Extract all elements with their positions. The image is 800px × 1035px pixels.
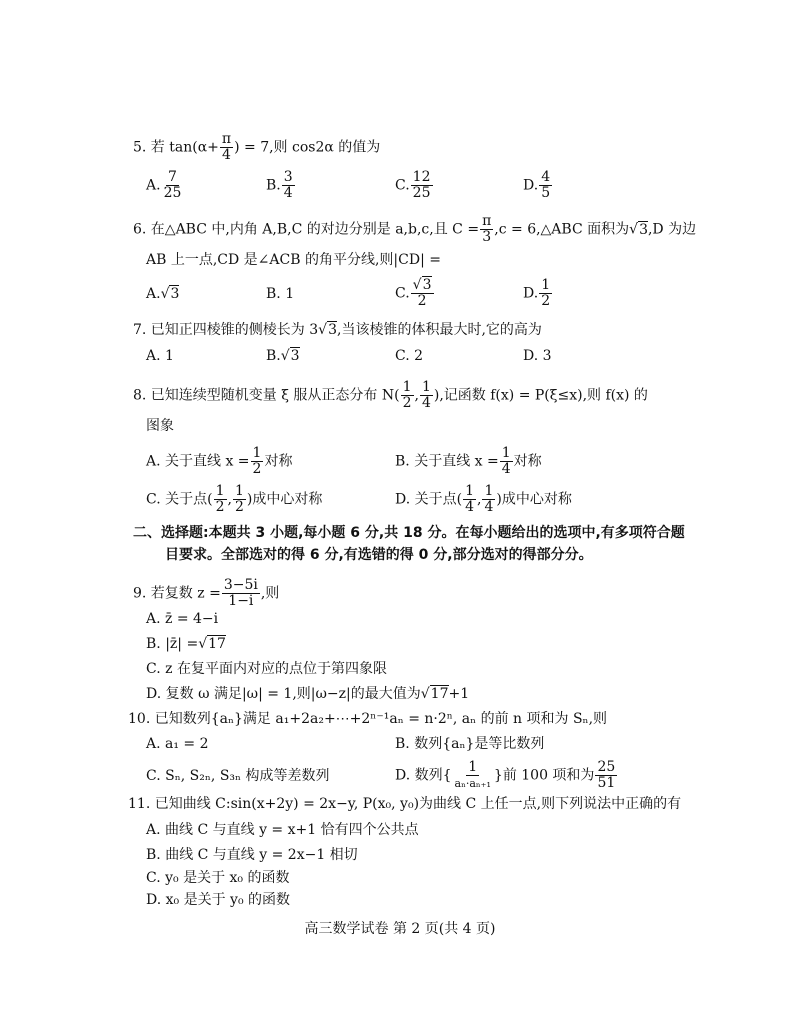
fraction-denominator: 2 [541, 293, 551, 309]
option-text: C. 关于点( [146, 491, 213, 508]
q8-option-d: D. 关于点( $\frac{1}{4}$ , $\frac{1}{4}$ )成中心对称 [395, 483, 572, 515]
q8-fraction-1 [401, 380, 414, 411]
fraction-denominator: 4 [501, 461, 511, 477]
q5-stem-fraction [220, 132, 233, 163]
sqrt-radicand: 3 [170, 286, 180, 302]
fraction-numerator: 25 [597, 759, 616, 775]
q7-option-a: A. 1 [146, 348, 174, 364]
q7-text-a: 7. 已知正四棱锥的侧棱长为 3 [133, 322, 319, 338]
q8-option-c: C. 关于点( $\frac{1}{2}$ , $\frac{1}{2}$ )成中心对称 [146, 483, 323, 515]
sqrt-radicand: 17 [208, 636, 226, 652]
section2-heading-line2: 目要求。全部选对的得 6 分,有选错的得 0 分,部分选对的得部分分。 [165, 547, 593, 563]
option-fraction [162, 170, 184, 201]
q7-stem: 7. 已知正四棱锥的侧棱长为 3√3,当该棱锥的体积最大时,它的高为 [133, 322, 542, 338]
q10-option-d [395, 760, 618, 791]
q10-option-c: C. Sₙ, S₂ₙ, S₃ₙ 构成等差数列 [146, 768, 330, 784]
fraction-numerator: 1 [402, 379, 412, 395]
q6-text-c: ,D 为边 [647, 221, 697, 238]
fraction-denominator: 4 [283, 185, 293, 201]
option-label: A. [146, 177, 161, 194]
sqrt-radicand: 3 [639, 221, 648, 238]
q6-stem-line2: AB 上一点,CD 是∠ACB 的角平分线,则|CD| = [146, 252, 441, 268]
fraction-denominator: 2 [252, 461, 262, 477]
option-label: C. [395, 177, 410, 194]
fraction-denominator: 4 [465, 499, 475, 515]
q7-option-b: B.√3 [266, 348, 300, 364]
fraction-numerator: 1 [465, 483, 475, 499]
option-fraction [411, 278, 434, 309]
q11-stem: 11. 已知曲线 C:sin(x+2y) = 2x−y, P(x₀, y₀)为曲线 C 上任一点,则下列说法中正确的有 [128, 796, 682, 812]
q8-text-a: 8. 已知连续型随机变量 ξ 服从正态分布 N( [133, 387, 400, 404]
option-fraction [233, 484, 246, 515]
fraction-denominator: 3 [482, 229, 492, 245]
fraction-numerator: 1 [215, 483, 225, 499]
q7-option-d: D. 3 [523, 348, 552, 364]
q11-option-c: C. y₀ 是关于 x₀ 的函数 [146, 870, 290, 886]
fraction-denominator: 4 [222, 147, 231, 163]
option-text: D. 关于点( [395, 491, 463, 508]
option-text: B. |z̄| = [146, 636, 199, 652]
q8-fraction-2 [420, 380, 433, 411]
fraction-numerator: 1 [234, 483, 244, 499]
sqrt-radicand: 3 [422, 277, 432, 293]
fraction-denominator: 4 [421, 395, 431, 411]
option-text-b: }前 100 项和为 [493, 767, 595, 784]
q9-text-a: 9. 若复数 z = [133, 585, 221, 602]
q9-option-b: B. |z̄| =√17 [146, 636, 226, 652]
option-label: B. [266, 348, 281, 364]
option-label: B. [266, 177, 281, 194]
q11-option-b: B. 曲线 C 与直线 y = 2x−1 相切 [146, 847, 358, 863]
option-text: D. 数列{ [395, 767, 452, 784]
q9-option-a: A. z̄ = 4−i [146, 611, 219, 627]
fraction-denominator: 25 [163, 185, 182, 201]
q7-text-b: ,当该棱锥的体积最大时,它的高为 [337, 322, 542, 338]
fraction-numerator: π [482, 213, 492, 229]
sqrt-radicand: 3 [328, 322, 338, 338]
q6-option-c [395, 278, 435, 309]
fraction-numerator: 1 [252, 445, 262, 461]
fraction-denominator: aₙ·aₙ₊₁ [454, 777, 491, 790]
fraction-numerator: 1 [484, 483, 494, 499]
option-fraction [453, 760, 493, 791]
option-fraction [411, 170, 433, 201]
option-fraction [463, 484, 476, 515]
q6-text-a: 6. 在△ABC 中,内角 A,B,C 的对边分别是 a,b,c,且 C = [133, 221, 480, 238]
fraction-numerator: √3 [412, 277, 432, 293]
option-label: C. [395, 285, 410, 302]
fraction-numerator: 3 [283, 169, 293, 185]
q8-option-b [395, 446, 542, 477]
option-text-b: 对称 [264, 453, 293, 470]
option-fraction [282, 170, 295, 201]
q9-option-d: D. 复数 ω 满足|ω| = 1,则|ω−z|的最大值为√17+1 [146, 686, 470, 702]
option-fraction [214, 484, 227, 515]
q10-option-a: A. a₁ = 2 [146, 736, 209, 752]
q5-option-c [395, 170, 434, 201]
q6-option-a: A.√3 [146, 286, 180, 302]
q6-option-d [523, 278, 553, 309]
q9-fraction [222, 578, 260, 609]
fraction-denominator: 5 [541, 185, 551, 201]
option-text: A. 关于直线 x = [146, 453, 250, 470]
fraction-denominator: 51 [597, 775, 616, 791]
q8-stem-line2: 图象 [146, 418, 174, 434]
fraction-numerator: 1 [501, 445, 511, 461]
q7-option-c: C. 2 [395, 348, 424, 364]
q11-option-d: D. x₀ 是关于 y₀ 的函数 [146, 892, 291, 908]
option-fraction [251, 446, 264, 477]
q11-option-a: A. 曲线 C 与直线 y = x+1 恰有四个公共点 [146, 822, 419, 838]
page-footer: 高三数学试卷 第 2 页(共 4 页) [304, 921, 496, 937]
q8-stem-line1: 8. 已知连续型随机变量 ξ 服从正态分布 N( $\frac{1}{2}$ , $\frac{1}{4}$ ),记函数 f(x) = P(ξ≤x),则 f(x) 的 [133, 379, 648, 411]
q9-stem [133, 578, 279, 609]
q5-stem-text-a: 5. 若 tan(α+ [133, 139, 219, 156]
q6-stem-line1: 6. 在△ABC 中,内角 A,B,C 的对边分别是 a,b,c,且 C = $\frac{\pi}{3}$ ,c = 6,△ABC 面积为√3,D 为边 [133, 213, 697, 245]
option-fraction [539, 278, 552, 309]
fraction-denominator: 2 [234, 499, 244, 515]
fraction-denominator: 25 [412, 185, 431, 201]
fraction-denominator: 1−i [228, 593, 254, 609]
option-fraction [539, 170, 552, 201]
option-fraction [500, 446, 513, 477]
q6-fraction [480, 214, 493, 245]
q10-stem: 10. 已知数列{aₙ}满足 a₁+2a₂+⋯+2ⁿ⁻¹aₙ = n·2ⁿ, aₙ 的前 n 项和为 Sₙ,则 [128, 711, 608, 727]
q5-stem [133, 132, 380, 163]
fraction-numerator: 12 [412, 169, 431, 185]
fraction-denominator: 2 [417, 293, 427, 309]
q5-stem-text-b: ) = 7,则 cos2α 的值为 [234, 139, 381, 156]
option-text-b: 对称 [513, 453, 542, 470]
q8-text-b: ),记函数 f(x) = P(ξ≤x),则 f(x) 的 [433, 387, 648, 404]
q10-option-b: B. 数列{aₙ}是等比数列 [395, 736, 545, 752]
option-label: D. [523, 285, 539, 302]
sqrt-radicand: 17 [430, 686, 449, 702]
option-text-b: )成中心对称 [246, 491, 323, 508]
fraction-numerator: 1 [468, 759, 478, 775]
option-fraction-result [595, 760, 617, 791]
fraction-denominator: 2 [215, 499, 225, 515]
option-label: D. [523, 177, 539, 194]
q8-option-a [146, 446, 292, 477]
fraction-numerator: 1 [541, 277, 551, 293]
option-fraction [482, 484, 495, 515]
fraction-numerator: 7 [168, 169, 177, 185]
option-text: B. 关于直线 x = [395, 453, 499, 470]
q9-text-b: ,则 [260, 585, 280, 602]
fraction-denominator: 4 [484, 499, 494, 515]
q6-text-b: ,c = 6,△ABC 面积为 [494, 221, 630, 238]
fraction-numerator: 3−5i [223, 577, 258, 593]
option-label: A. [146, 286, 161, 302]
q5-option-d [523, 170, 553, 201]
q5-option-a [146, 170, 184, 201]
fraction-denominator: 2 [402, 395, 412, 411]
sqrt-radicand: 3 [290, 348, 300, 364]
section2-heading-line1: 二、选择题:本题共 3 小题,每小题 6 分,共 18 分。在每小题给出的选项中,有多项符合题 [133, 525, 685, 541]
fraction-numerator: 4 [541, 169, 551, 185]
option-text-b: )成中心对称 [496, 491, 572, 508]
fraction-numerator: 1 [421, 379, 431, 395]
option-text-b: +1 [448, 686, 470, 702]
fraction-numerator: π [221, 131, 232, 147]
q6-option-b: B. 1 [266, 286, 295, 302]
q9-option-c: C. z 在复平面内对应的点位于第四象限 [146, 661, 387, 677]
q5-option-b [266, 170, 296, 201]
option-text: D. 复数 ω 满足|ω| = 1,则|ω−z|的最大值为 [146, 686, 421, 702]
